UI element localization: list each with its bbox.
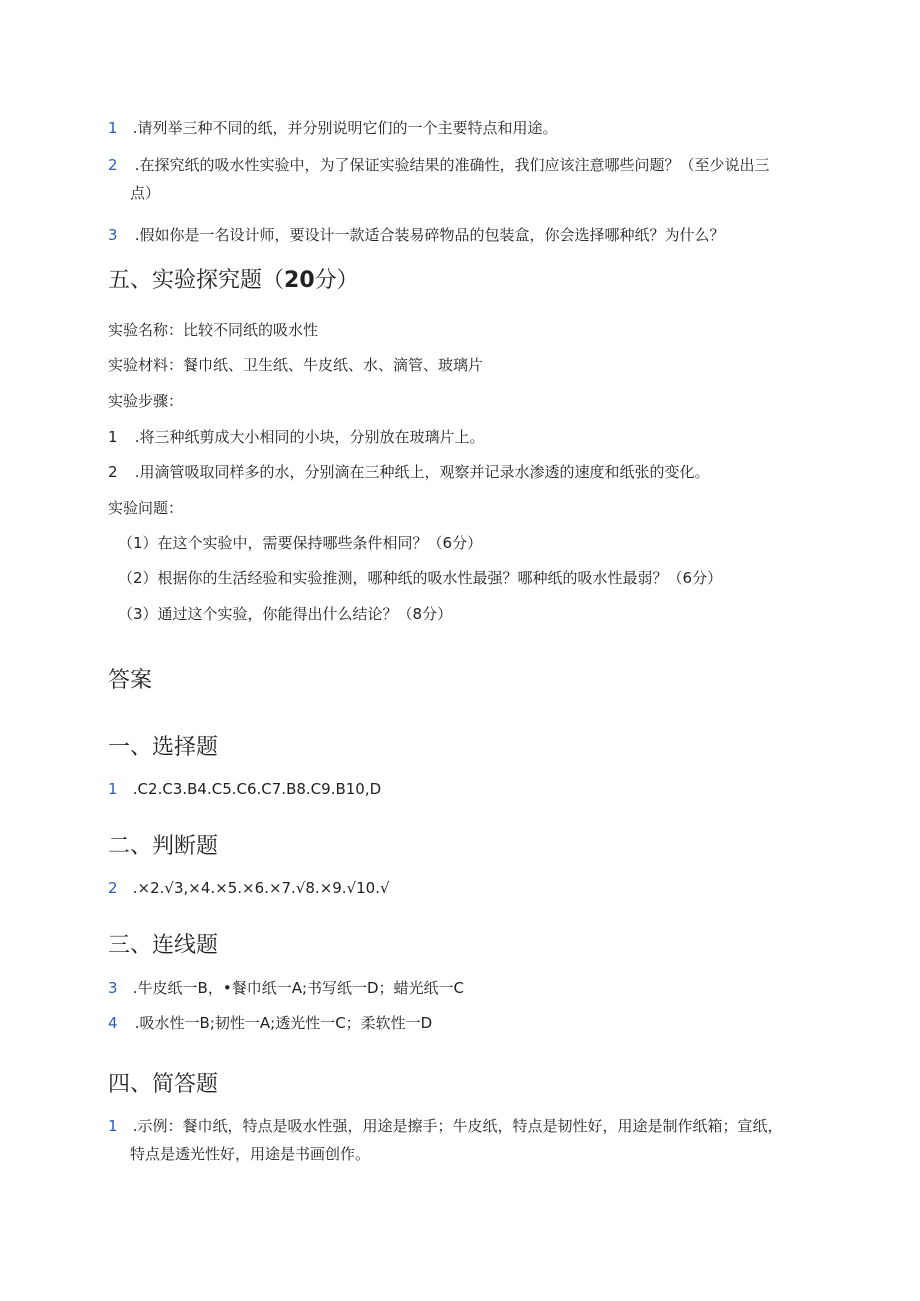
answer-text: .×2.√3,×4.×5.×6.×7.√8.×9.√10.√ xyxy=(132,879,390,897)
question-number: 3 xyxy=(108,226,118,244)
answer-continuation: 特点是透光性好，用途是书画创作。 xyxy=(130,1145,371,1163)
section-5-heading xyxy=(108,266,359,296)
question-1 xyxy=(108,115,558,141)
answer-number: 1 xyxy=(108,1117,118,1135)
answer-item xyxy=(108,1113,783,1139)
answer-number: 3 xyxy=(108,979,118,997)
experiment-questions-label: 实验问题： xyxy=(108,499,184,517)
experiment-name: 实验名称：比较不同纸的吸水性 xyxy=(108,321,319,339)
experiment-question-3: （3）通过这个实验，你能得出什么结论？（8分） xyxy=(118,605,453,623)
step-number: 1 xyxy=(108,428,118,446)
step-text: .将三种纸剪成大小相同的小块，分别放在玻璃片上。 xyxy=(134,428,485,446)
answers-section-4-heading: 四、简答题 xyxy=(108,1072,219,1097)
answer-number: 2 xyxy=(108,879,118,897)
experiment-step-2 xyxy=(108,459,710,485)
heading-prefix: 五、实验探究题（ xyxy=(108,268,285,293)
answers-section-1-heading: 一、选择题 xyxy=(108,735,219,760)
question-2 xyxy=(108,152,770,178)
step-number: 2 xyxy=(108,463,118,481)
heading-suffix: 分） xyxy=(314,268,359,293)
question-text: .请列举三种不同的纸，并分别说明它们的一个主要特点和用途。 xyxy=(132,119,558,137)
answer-number: 4 xyxy=(108,1014,118,1032)
question-3 xyxy=(108,222,725,248)
answer-text: .牛皮纸一B，•餐巾纸一A;书写纸一D；蜡光纸一C xyxy=(132,979,465,997)
answer-text: .示例：餐巾纸，特点是吸水性强，用途是擦手；牛皮纸，特点是韧性好，用途是制作纸箱；宣纸， xyxy=(132,1117,783,1135)
question-number: 1 xyxy=(108,119,118,137)
answers-title: 答案 xyxy=(108,668,153,693)
question-text: .假如你是一名设计师，要设计一款适合装易碎物品的包装盒，你会选择哪种纸？为什么？ xyxy=(134,226,725,244)
answer-item xyxy=(108,776,381,802)
heading-score: 20 xyxy=(284,268,315,293)
question-number: 2 xyxy=(108,156,118,174)
experiment-question-2: （2）根据你的生活经验和实验推测，哪种纸的吸水性最强？哪种纸的吸水性最弱？（6分） xyxy=(118,569,723,587)
answer-text: .C2.C3.B4.C5.C6.C7.B8.C9.B10,D xyxy=(132,780,382,798)
experiment-question-1: （1）在这个实验中，需要保持哪些条件相同？（6分） xyxy=(118,534,483,552)
answer-item xyxy=(108,875,390,901)
experiment-steps-label: 实验步骤： xyxy=(108,392,184,410)
answer-item xyxy=(108,975,464,1001)
experiment-step-1 xyxy=(108,424,485,450)
answers-section-3-heading: 三、连线题 xyxy=(108,933,219,958)
answer-number: 1 xyxy=(108,780,118,798)
answer-item xyxy=(108,1010,432,1036)
experiment-materials: 实验材料：餐巾纸、卫生纸、牛皮纸、水、滴管、玻璃片 xyxy=(108,356,484,374)
answer-text: .吸水性一B;韧性一A;透光性一C；柔软性一D xyxy=(134,1014,433,1032)
step-text: .用滴管吸取同样多的水，分别滴在三种纸上，观察并记录水渗透的速度和纸张的变化。 xyxy=(134,463,710,481)
question-text: .在探究纸的吸水性实验中，为了保证实验结果的准确性，我们应该注意哪些问题？（至少说出三 xyxy=(134,156,770,174)
answers-section-2-heading: 二、判断题 xyxy=(108,834,219,859)
question-2-continuation: 点） xyxy=(130,184,161,202)
